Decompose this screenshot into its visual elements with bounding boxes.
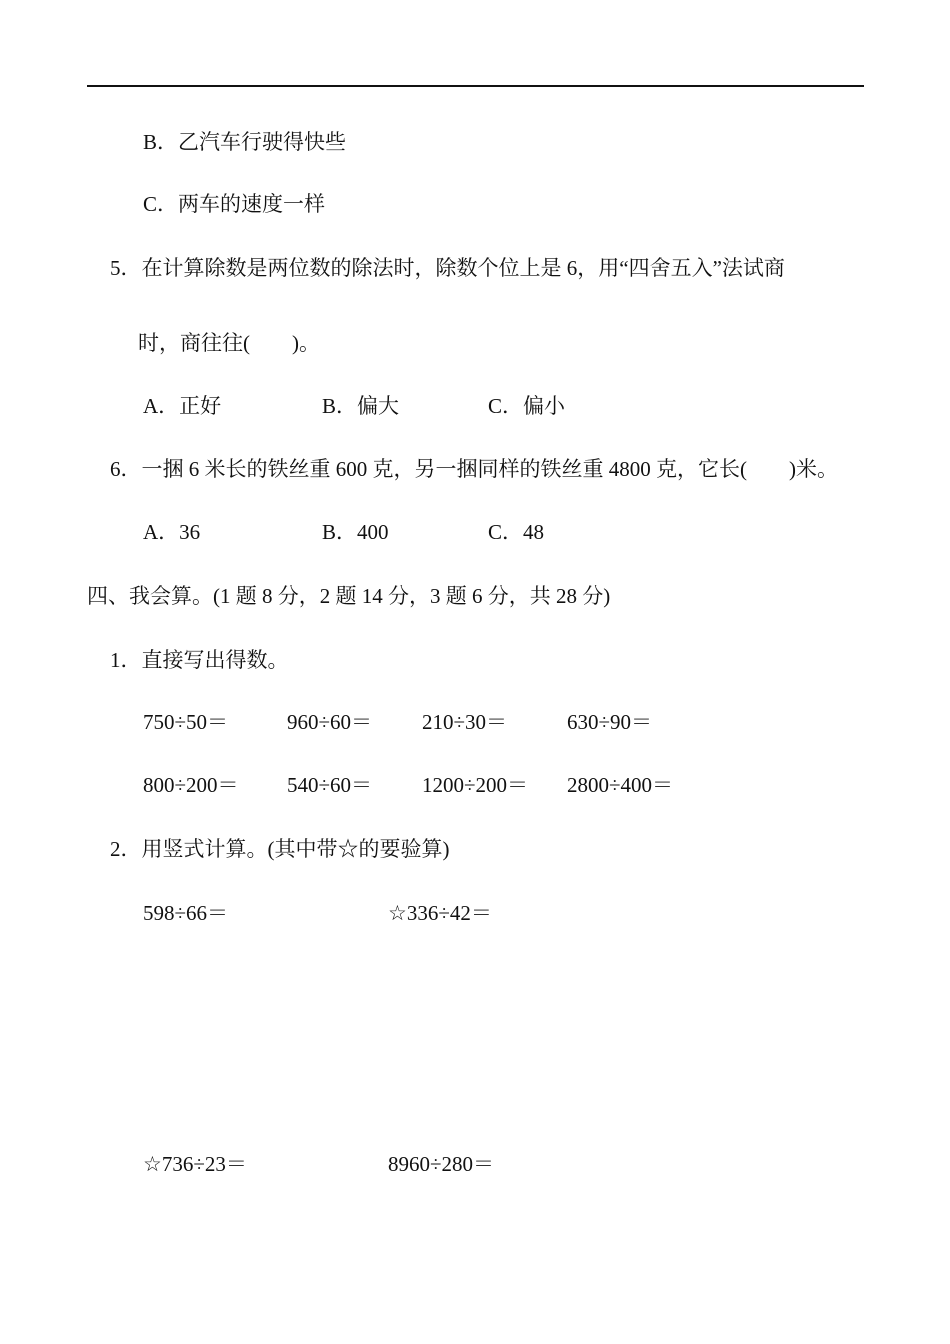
q2-expr: 598÷66＝ xyxy=(143,901,229,925)
q5-stem-line2: 时，商往往( )。 xyxy=(138,331,320,355)
q2-expr: ☆736÷23＝ xyxy=(143,1152,247,1176)
q1-label: 1．直接写出得数。 xyxy=(110,648,289,672)
q2-expr: ☆336÷42＝ xyxy=(388,901,492,925)
header-rule xyxy=(87,85,864,87)
q1-expr: 800÷200＝ xyxy=(143,773,239,797)
q1-expr: 750÷50＝ xyxy=(143,710,229,734)
q1-expr: 1200÷200＝ xyxy=(422,773,529,797)
q1-expr: 960÷60＝ xyxy=(287,710,373,734)
q5-option-a: A．正好 xyxy=(143,394,222,418)
q6-stem: 6．一捆 6 米长的铁丝重 600 克，另一捆同样的铁丝重 4800 克，它长( )米。 xyxy=(110,457,838,481)
q6-option-a: A．36 xyxy=(143,520,201,544)
q5-option-c: C．偏小 xyxy=(488,394,566,418)
q1-expr: 2800÷400＝ xyxy=(567,773,674,797)
q5-stem-line1: 5．在计算除数是两位数的除法时，除数个位上是 6，用“四舍五入”法试商 xyxy=(110,256,785,280)
q4-option-b: B．乙汽车行驶得快些 xyxy=(143,130,347,154)
q4-option-c: C．两车的速度一样 xyxy=(143,192,326,216)
q1-expr: 540÷60＝ xyxy=(287,773,373,797)
q1-expr: 210÷30＝ xyxy=(422,710,508,734)
q6-option-b: B．400 xyxy=(322,520,389,544)
q2-expr: 8960÷280＝ xyxy=(388,1152,495,1176)
q6-option-c: C．48 xyxy=(488,520,545,544)
q1-expr: 630÷90＝ xyxy=(567,710,653,734)
q2-label: 2．用竖式计算。(其中带☆的要验算) xyxy=(110,837,450,861)
section4-title: 四、我会算。(1 题 8 分，2 题 14 分，3 题 6 分，共 28 分) xyxy=(87,584,611,608)
q5-option-b: B．偏大 xyxy=(322,394,400,418)
